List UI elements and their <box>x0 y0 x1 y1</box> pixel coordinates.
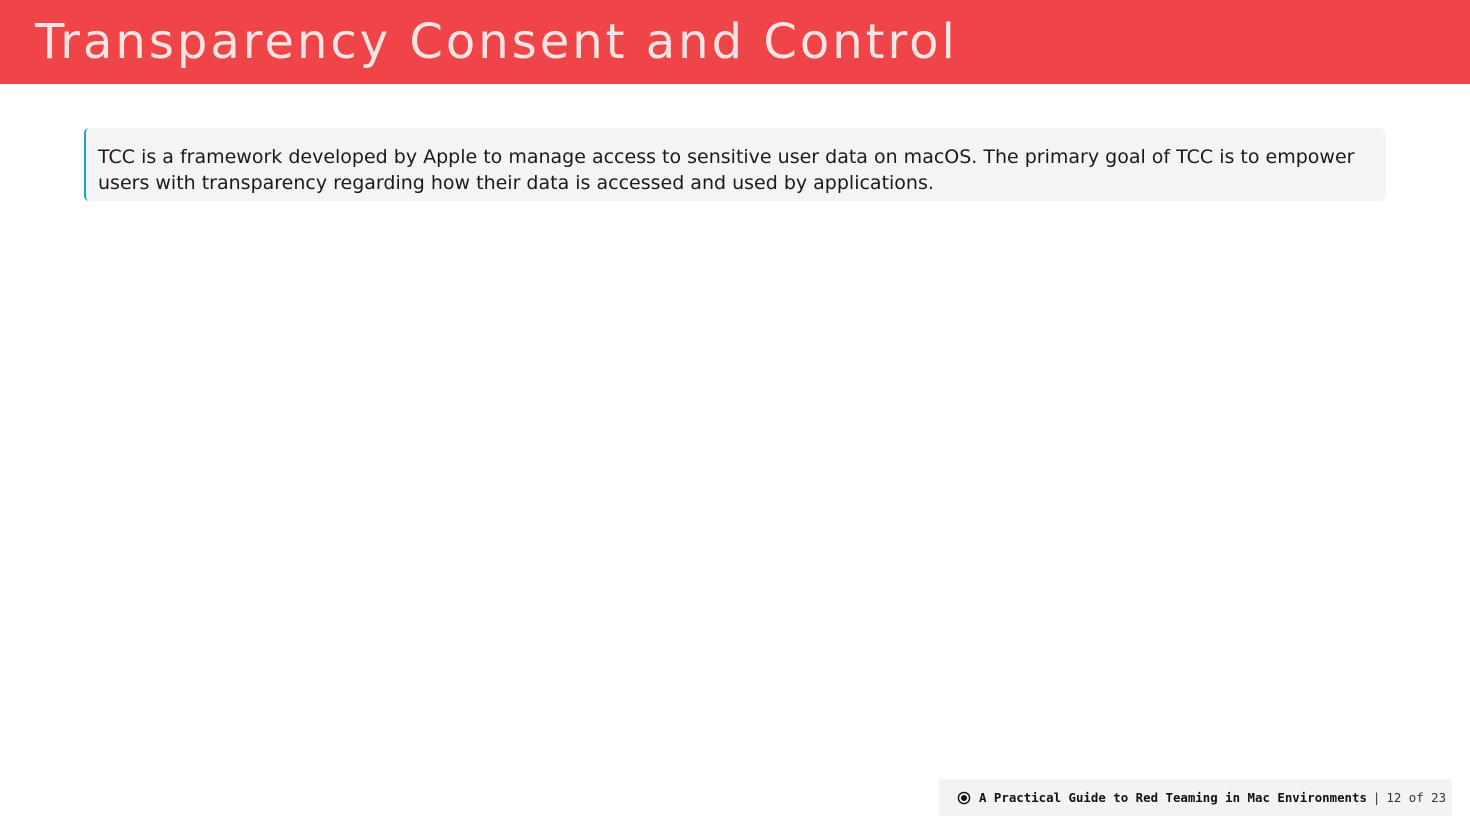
footer-deck-title: A Practical Guide to Red Teaming in Mac Environments <box>979 790 1367 805</box>
slide-footer <box>939 779 1452 816</box>
tcc-callout <box>84 128 1386 201</box>
callout-text-line-1: TCC is a framework developed by Apple to manage access to sensitive user data on macOS. The primary goal of TCC is to empower <box>98 146 1355 168</box>
target-icon <box>957 791 971 805</box>
callout-text-line-2: users with transparency regarding how their data is accessed and used by applications. <box>98 172 934 194</box>
page-counter: 12 of 23 <box>1386 790 1447 805</box>
slide-title: Transparency Consent and Control <box>35 14 958 70</box>
footer-separator: | <box>1372 790 1381 805</box>
title-bar <box>0 0 1470 84</box>
